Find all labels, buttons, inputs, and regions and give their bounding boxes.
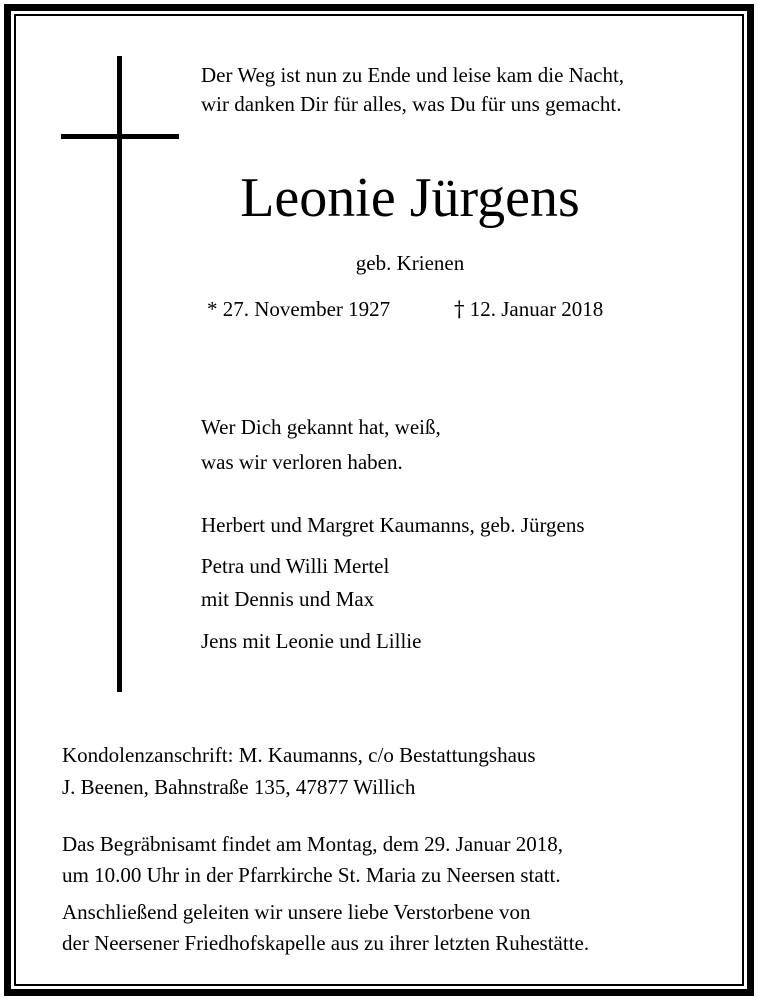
quote-line-1: Wer Dich gekannt hat, weiß,: [201, 415, 441, 439]
burial-line-1: Anschließend geleiten wir unsere liebe Verstorbene von: [62, 900, 531, 924]
deceased-name: Leonie Jürgens: [240, 167, 580, 229]
cross-horizontal-bar: [61, 134, 179, 139]
family-group-2-line-2: mit Dennis und Max: [201, 587, 375, 611]
family-group-2: [201, 550, 389, 616]
condolence-line-1: Kondolenzanschrift: M. Kaumanns, c/o Bestattungshaus: [62, 743, 536, 767]
funeral-line-2: um 10.00 Uhr in der Pfarrkirche St. Maria zu Neersen statt.: [62, 863, 561, 887]
burial-notice: [62, 897, 589, 959]
funeral-notice: [62, 829, 563, 891]
family-group-3: Jens mit Leonie und Lillie: [201, 629, 422, 653]
death-date-block: [454, 294, 603, 324]
dagger-icon: †: [454, 297, 465, 321]
quote-line-2: was wir verloren haben.: [201, 450, 403, 474]
cross-vertical-bar: [117, 56, 122, 692]
condolence-address: [62, 739, 536, 803]
condolence-line-2: J. Beenen, Bahnstraße 135, 47877 Willich: [62, 775, 416, 799]
maiden-name: geb. Krienen: [355, 251, 465, 275]
verse-line-1: Der Weg ist nun zu Ende und leise kam die Nacht,: [201, 63, 625, 87]
memorial-quote: [201, 410, 441, 480]
burial-line-2: der Neersener Friedhofskapelle aus zu ihrer letzten Ruhestätte.: [62, 931, 590, 955]
death-date: 12. Januar 2018: [469, 297, 604, 321]
family-group-1: Herbert und Margret Kaumanns, geb. Jürgens: [201, 513, 585, 537]
funeral-line-1: Das Begräbnisamt findet am Montag, dem 29. Januar 2018,: [62, 832, 563, 856]
opening-verse: [201, 61, 624, 119]
verse-line-2: wir danken Dir für alles, was Du für uns gemacht.: [201, 92, 622, 116]
family-group-2-line-1: Petra und Willi Mertel: [201, 554, 390, 578]
birth-date: * 27. November 1927: [207, 297, 391, 321]
